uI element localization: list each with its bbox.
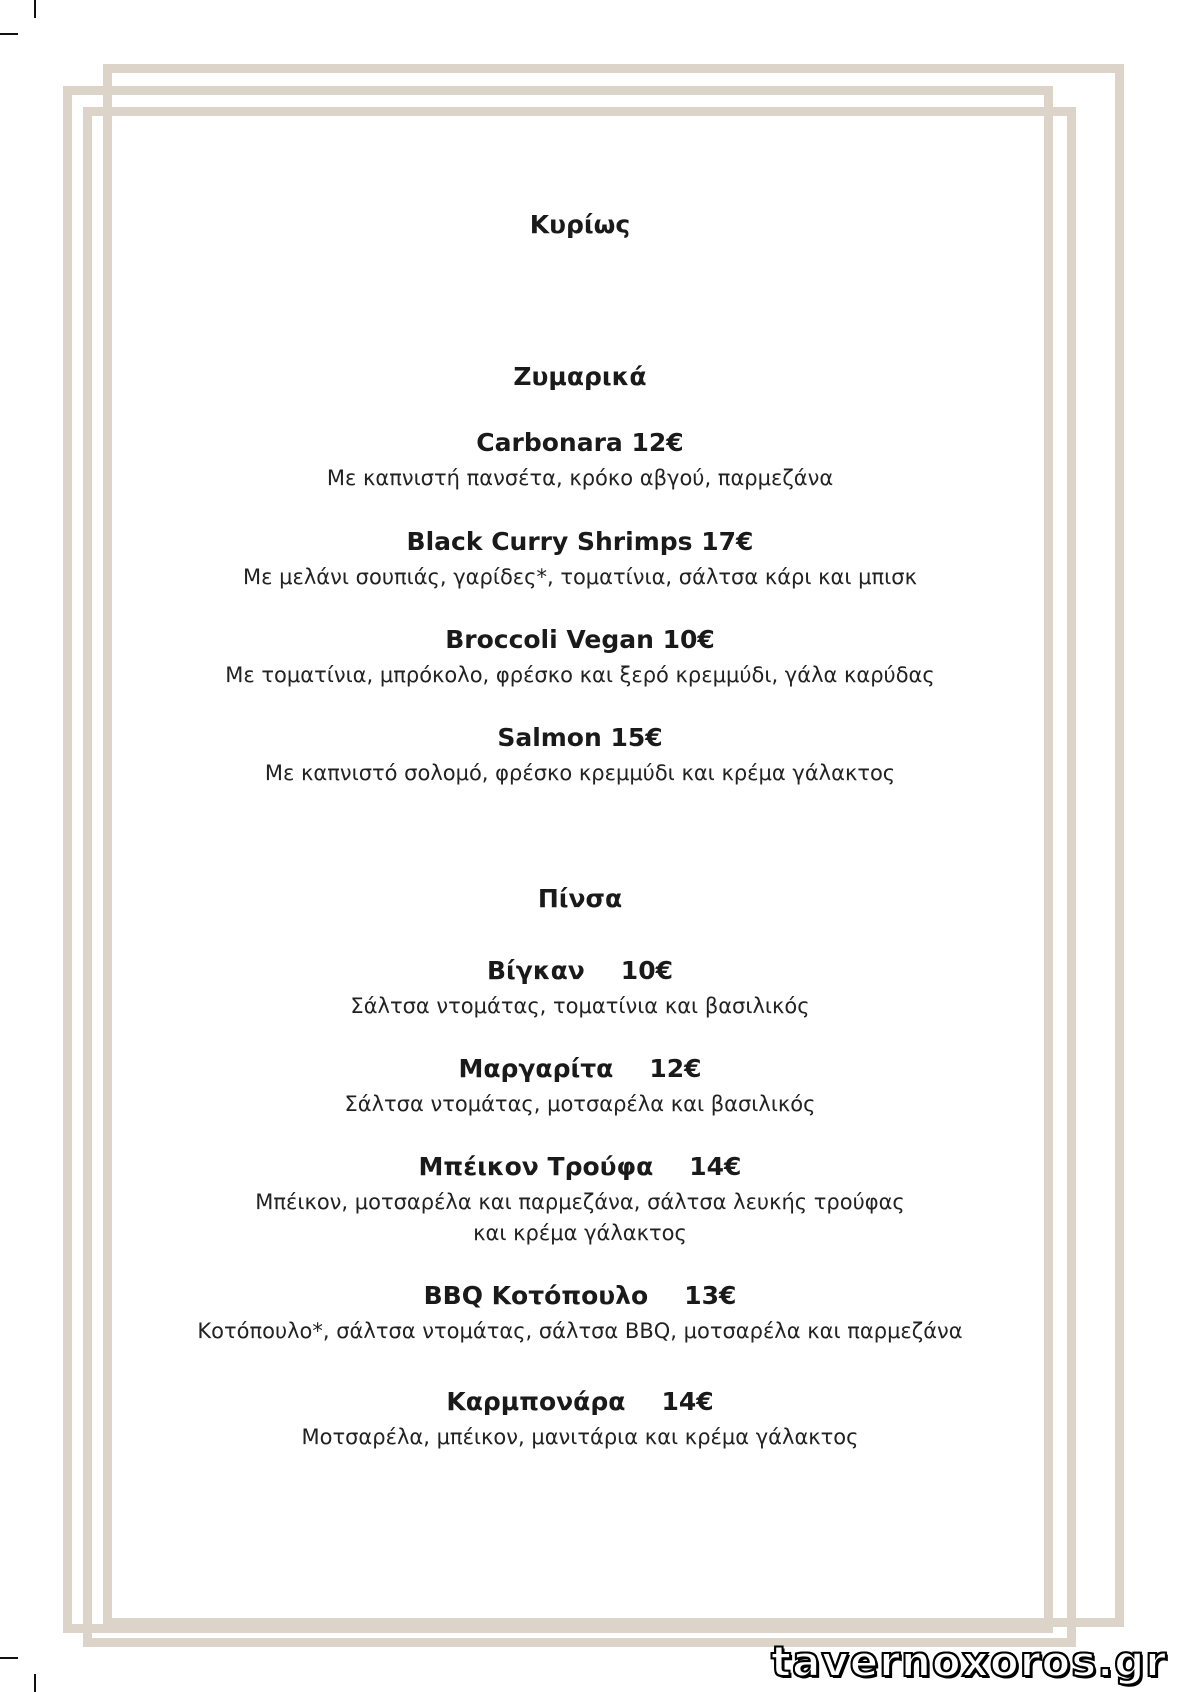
- menu-item-title: [0, 956, 1160, 985]
- site-watermark: tavernoxoros.gr: [771, 1637, 1167, 1686]
- menu-item-title: [0, 723, 1160, 752]
- item-name: Βίγκαν: [487, 956, 585, 985]
- item-description: Σάλτσα ντομάτας, τοματίνια και βασιλικός: [350, 994, 810, 1018]
- item-price: 10€: [620, 956, 673, 985]
- menu-item-title: [0, 1054, 1160, 1083]
- item-price: 15€: [610, 723, 663, 752]
- item-name: Broccoli Vegan: [445, 625, 654, 654]
- item-name: Salmon: [497, 723, 602, 752]
- menu-item-title: [0, 1152, 1160, 1181]
- item-price: 14€: [689, 1152, 742, 1181]
- item-description-line-2: και κρέμα γάλακτος: [473, 1221, 687, 1245]
- item-price: 13€: [684, 1281, 737, 1310]
- item-description: Με καπνιστή πανσέτα, κρόκο αβγού, παρμεζάνα: [326, 466, 834, 490]
- item-name: Μαργαρίτα: [458, 1054, 614, 1083]
- menu-item-title: [0, 1387, 1160, 1416]
- item-description: Κοτόπουλο*, σάλτσα ντομάτας, σάλτσα BBQ, μοτσαρέλα και παρμεζάνα: [197, 1319, 963, 1343]
- item-description: Με τοματίνια, μπρόκολο, φρέσκο και ξερό κρεμμύδι, γάλα καρύδας: [225, 663, 935, 687]
- item-price: 12€: [631, 428, 684, 457]
- item-name: BBQ Κοτόπουλο: [423, 1281, 649, 1310]
- item-description: Μπέικον, μοτσαρέλα και παρμεζάνα, σάλτσα λευκής τρούφας: [255, 1190, 905, 1214]
- item-price: 10€: [662, 625, 715, 654]
- menu-item-title: [0, 625, 1160, 654]
- item-price: 14€: [661, 1387, 714, 1416]
- section-title: Κυρίως: [529, 210, 631, 239]
- item-price: 12€: [649, 1054, 702, 1083]
- item-description: Μοτσαρέλα, μπέικον, μανιτάρια και κρέμα γάλακτος: [301, 1425, 859, 1449]
- item-description: Με καπνιστό σολομό, φρέσκο κρεμμύδι και κρέμα γάλακτος: [264, 761, 896, 785]
- item-name: Μπέικον Τρούφα: [418, 1152, 654, 1181]
- item-name: Καρμπονάρα: [446, 1387, 626, 1416]
- item-name: Carbonara: [476, 428, 623, 457]
- menu-item-title: [0, 527, 1160, 556]
- item-name: Black Curry Shrimps: [406, 527, 693, 556]
- pinsa-heading: Πίνσα: [537, 884, 623, 913]
- item-price: 17€: [701, 527, 754, 556]
- item-description: Σάλτσα ντομάτας, μοτσαρέλα και βασιλικός: [344, 1092, 816, 1116]
- menu-item-title: [0, 428, 1160, 457]
- item-description: Με μελάνι σουπιάς, γαρίδες*, τοματίνια, σάλτσα κάρι και μπισκ: [243, 565, 917, 589]
- menu-item-title: [0, 1281, 1160, 1310]
- pasta-heading: Ζυμαρικά: [513, 362, 647, 391]
